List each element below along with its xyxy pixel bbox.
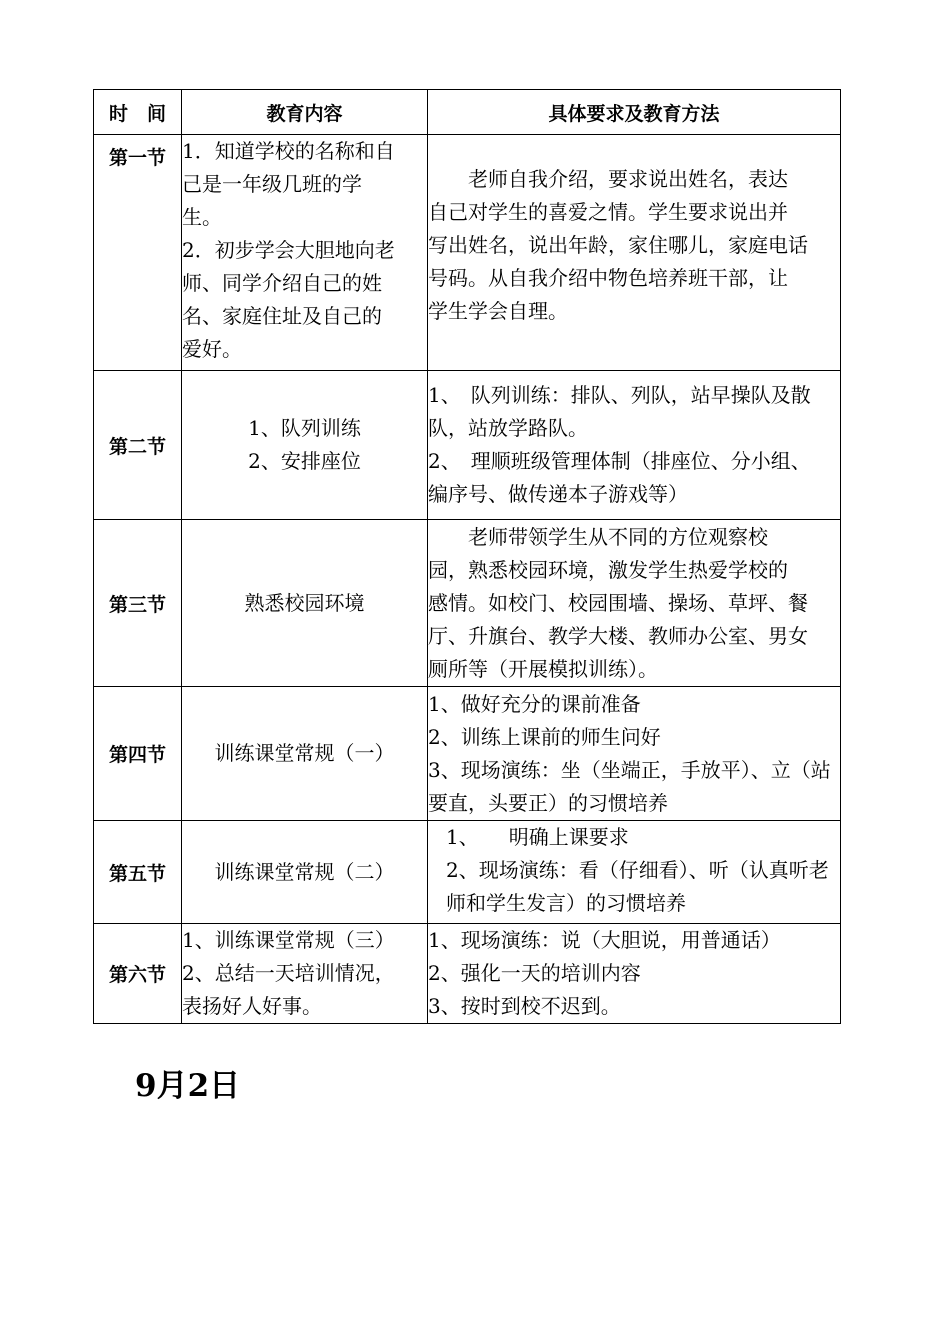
content-cell xyxy=(182,520,428,687)
text-line: 老师带领学生从不同的方位观察校 xyxy=(468,524,768,549)
text-line: 自己对学生的喜爱之情。学生要求说出并 xyxy=(428,200,788,224)
text-line: 2、现场演练：看（仔细看）、听（认真听老 xyxy=(446,858,829,882)
method-cell xyxy=(428,371,841,520)
text-line: 表扬好人好事。 xyxy=(182,994,322,1018)
text-line: 1、现场演练：说（大胆说，用普通话） xyxy=(428,928,781,952)
text-line: 2、 理顺班级管理体制（排座位、分小组、 xyxy=(428,449,811,473)
table-row xyxy=(94,520,841,687)
method-cell xyxy=(428,135,841,371)
text-line: 号码。从自我介绍中物色培养班干部，让 xyxy=(428,266,788,290)
text-line: 3、现场演练：坐（坐端正，手放平）、立（站 xyxy=(428,757,831,782)
text-line: 老师自我介绍，要求说出姓名，表达 xyxy=(468,167,788,191)
text-line: 1、训练课堂常规（三） xyxy=(182,928,395,952)
text-line: 编序号、做传递本子游戏等） xyxy=(428,482,688,506)
content-cell xyxy=(182,924,428,1024)
text-line: 队，站放学路队。 xyxy=(428,416,588,440)
text-line: 学生学会自理。 xyxy=(428,299,568,323)
table-row xyxy=(94,687,841,821)
text-line: 1．知道学校的名称和自 xyxy=(182,139,395,163)
schedule-table xyxy=(93,89,841,1024)
text-line: 写出姓名，说出年龄，家住哪儿，家庭电话 xyxy=(428,233,808,257)
content-cell xyxy=(182,687,428,821)
section-label: 第三节 xyxy=(94,520,182,687)
text-line: 2、训练上课前的师生问好 xyxy=(428,724,661,749)
text-line: 2、强化一天的培训内容 xyxy=(428,961,641,985)
text-line: 要直，头要正）的习惯培养 xyxy=(428,790,668,815)
text-line: 训练课堂常规（二） xyxy=(214,859,395,884)
text-line: 师和学生发言）的习惯培养 xyxy=(446,891,686,915)
text-line: 1、 明确上课要求 xyxy=(446,825,629,849)
text-line: 己是一年级几班的学 xyxy=(182,172,362,196)
text-line: 1、做好充分的课前准备 xyxy=(428,691,641,716)
text-line: 2、总结一天培训情况， xyxy=(182,961,395,985)
header-content: 教育内容 xyxy=(182,90,428,135)
text-line: 厅、升旗台、教学大楼、教师办公室、男女 xyxy=(428,623,808,648)
text-line: 熟悉校园环境 xyxy=(244,590,365,615)
method-cell xyxy=(428,821,841,924)
content-cell xyxy=(182,135,428,371)
text-line: 训练课堂常规（一） xyxy=(214,741,395,765)
table-header-row xyxy=(94,90,841,135)
text-line: 厕所等（开展模拟训练）。 xyxy=(428,656,658,681)
text-line: 感情。如校门、校园围墙、操场、草坪、餐 xyxy=(428,590,808,615)
method-cell xyxy=(428,520,841,687)
text-line: 生。 xyxy=(182,205,222,229)
table-row xyxy=(94,924,841,1024)
content-cell xyxy=(182,821,428,924)
table-row xyxy=(94,821,841,924)
section-label: 第六节 xyxy=(94,924,182,1024)
text-line: 园，熟悉校园环境，激发学生热爱学校的 xyxy=(428,557,788,582)
table-row xyxy=(94,135,841,371)
section-label: 第四节 xyxy=(94,687,182,821)
text-line: 师、同学介绍自己的姓 xyxy=(182,271,382,295)
text-line: 2．初步学会大胆地向老 xyxy=(182,238,395,262)
section-label: 第五节 xyxy=(94,821,182,924)
table-row xyxy=(94,371,841,520)
method-cell xyxy=(428,924,841,1024)
text-line: 1、队列训练 xyxy=(248,416,361,440)
text-line: 2、安排座位 xyxy=(248,449,361,473)
section-label: 第一节 xyxy=(94,135,182,371)
header-time: 时 间 xyxy=(94,90,182,135)
text-line: 3、按时到校不迟到。 xyxy=(428,994,621,1018)
text-line: 爱好。 xyxy=(182,337,242,361)
text-line: 1、 队列训练：排队、列队，站早操队及散 xyxy=(428,383,811,407)
text-line: 名、家庭住址及自己的 xyxy=(182,304,382,328)
header-method: 具体要求及教育方法 xyxy=(428,90,841,135)
method-cell xyxy=(428,687,841,821)
section-label: 第二节 xyxy=(94,371,182,520)
date-heading: 9月2日 xyxy=(135,1068,241,1104)
content-cell xyxy=(182,371,428,520)
